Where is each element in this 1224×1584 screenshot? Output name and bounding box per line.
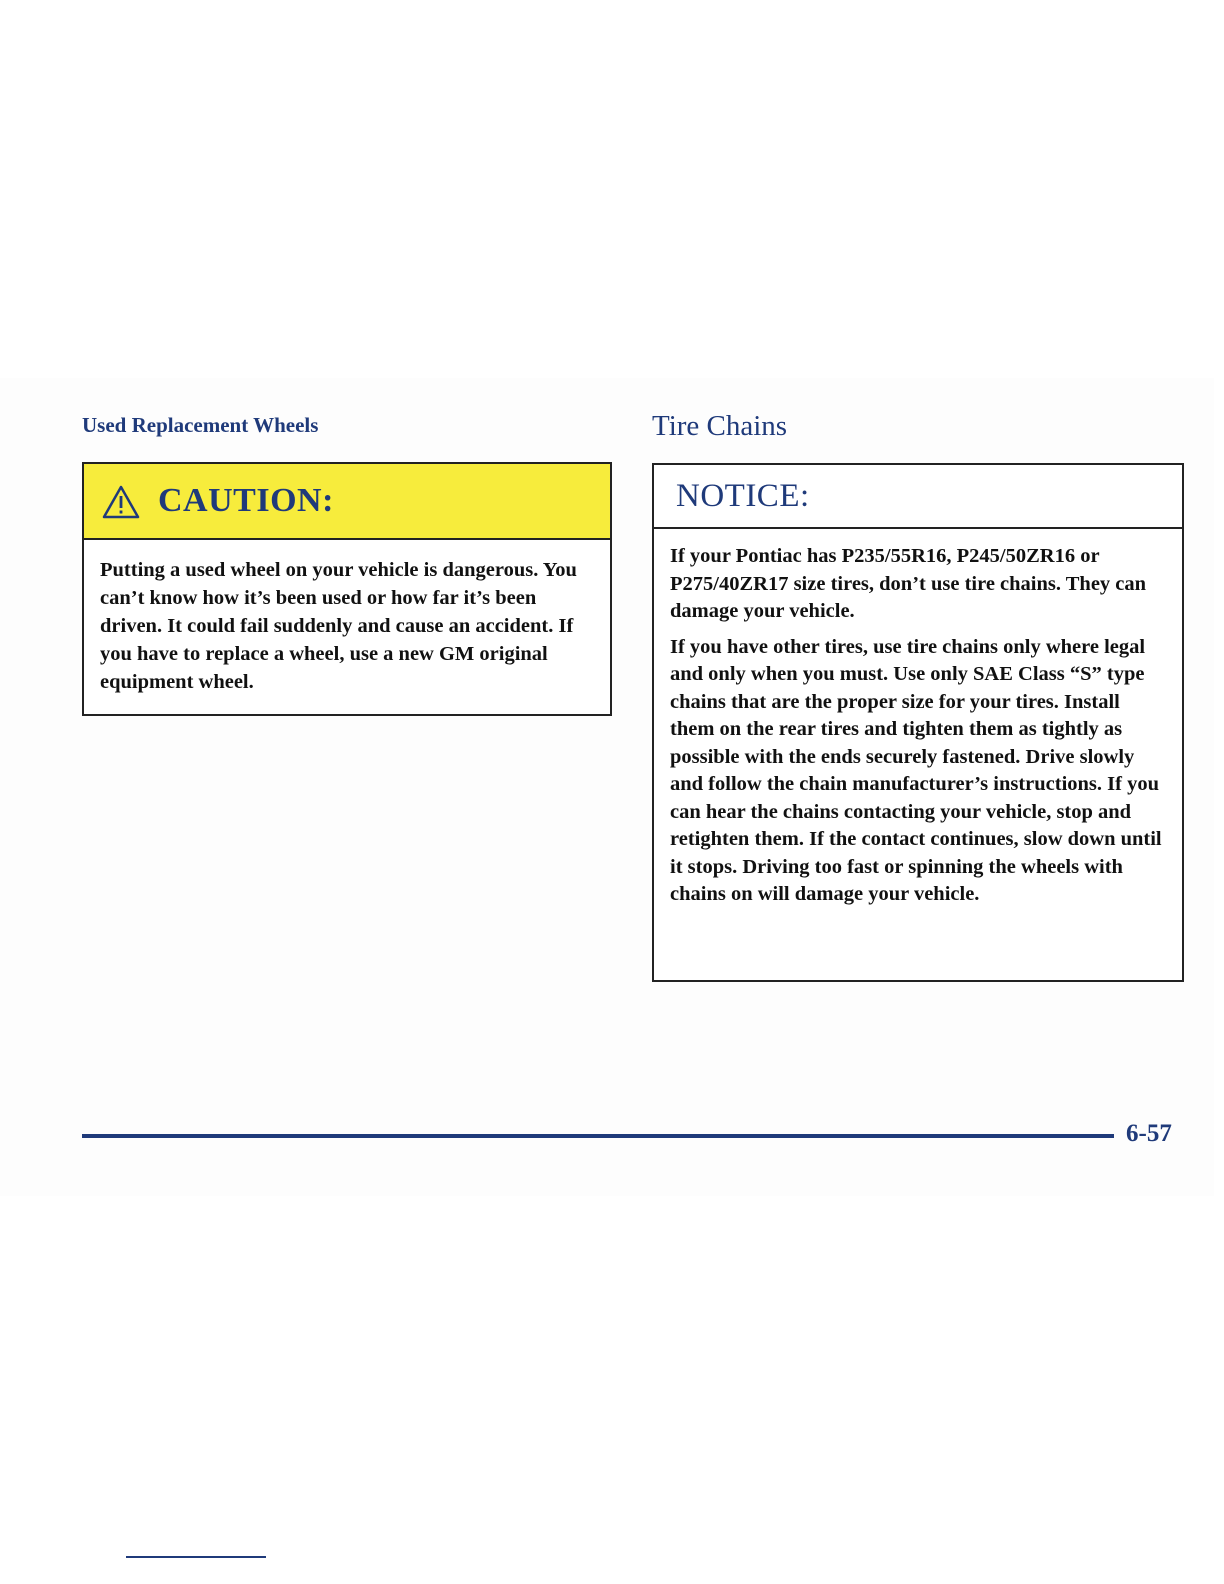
tire-chains-heading: Tire Chains: [652, 410, 788, 442]
caution-box: [82, 462, 612, 716]
notice-box: [652, 463, 1184, 982]
notice-paragraph-chain-usage: If you have other tires, use tire chains only where legal and only when you must. Use only SAE Class “S” type chains that are the proper size for your tires. Install them on the rear tires and tighten them as tightly as possible with the ends securely fastened. Drive slowly and follow the chain manufacturer’s instructions. If you can hear the chains contacting your vehicle, stop and retighten them. If the contact continues, slow down until it stops. Driving too fast or spinning the wheels with chains on will damage your vehicle.: [670, 635, 1162, 905]
notice-title: NOTICE:: [676, 477, 810, 514]
footer-rule: [82, 1134, 1114, 1138]
notice-body: [654, 529, 1182, 909]
page-number: 6-57: [1126, 1120, 1172, 1147]
caution-title: CAUTION:: [158, 482, 334, 519]
warning-triangle-icon: [102, 485, 140, 519]
used-wheels-subheading: Used Replacement Wheels: [82, 413, 319, 437]
edge-line: [126, 1556, 266, 1558]
caution-header: [84, 464, 610, 540]
notice-paragraph-tire-sizes: If your Pontiac has P235/55R16, P245/50ZR16 or P275/40ZR17 size tires, don’t use tire chains. They can damage your vehicle.: [670, 545, 1147, 622]
caution-body-text: Putting a used wheel on your vehicle is dangerous. You can’t know how it’s been used or how far it’s been driven. It could fail suddenly and cause an accident. If you have to replace a wheel, use a new GM original equipment wheel.: [100, 559, 577, 693]
notice-header: [654, 465, 1182, 529]
